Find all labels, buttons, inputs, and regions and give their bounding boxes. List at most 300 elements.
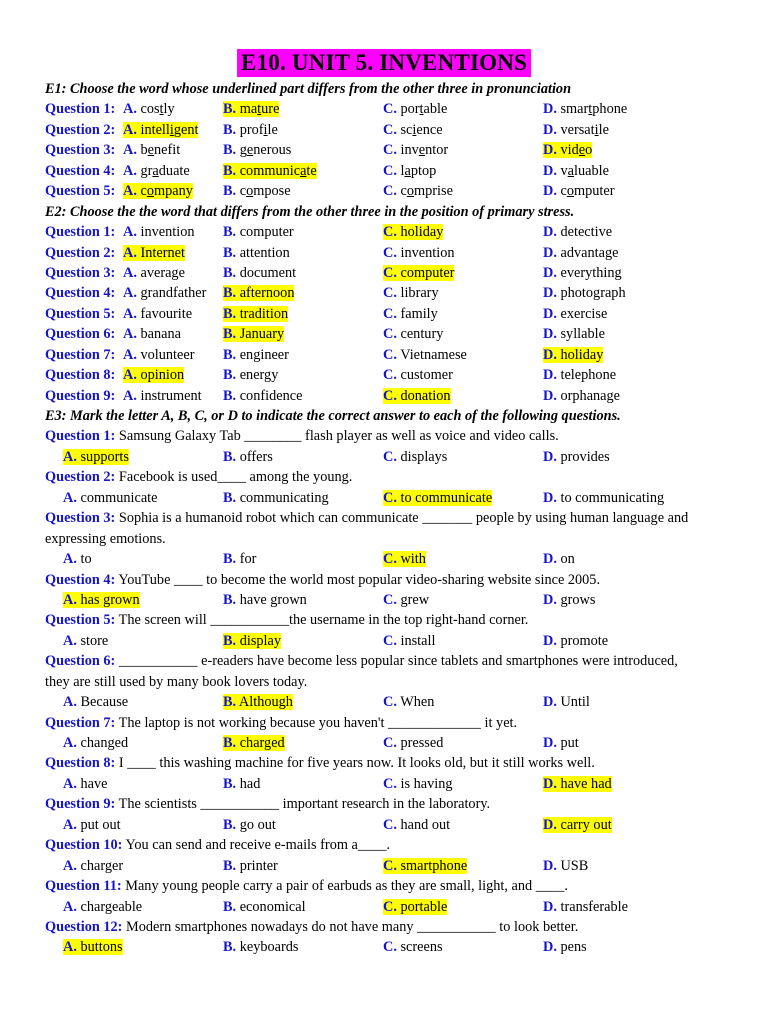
answer-option[interactable] <box>543 856 588 876</box>
answer-option[interactable] <box>63 733 128 753</box>
option-letter: B. <box>223 898 237 915</box>
option-body <box>543 592 595 608</box>
option-letter: B. <box>223 264 237 281</box>
answer-option[interactable] <box>223 856 278 876</box>
question-label: Question 8: <box>45 367 116 384</box>
option-body <box>383 817 450 833</box>
answer-option[interactable] <box>543 549 575 569</box>
option-text-post: nerous <box>253 142 292 159</box>
option-body <box>543 224 612 240</box>
answer-option[interactable] <box>223 345 289 365</box>
options-row <box>45 733 731 753</box>
option-text-pre: vid <box>560 142 579 159</box>
answer-option[interactable] <box>543 488 664 508</box>
answer-option[interactable] <box>223 590 307 610</box>
answer-option[interactable] <box>383 897 447 917</box>
option-text: syllable <box>560 326 605 343</box>
option-body <box>383 776 453 792</box>
option-body <box>123 347 194 363</box>
option-text: pens <box>560 939 587 956</box>
option-body <box>543 122 609 138</box>
answer-option[interactable] <box>543 263 622 283</box>
option-body <box>123 183 193 199</box>
exercise-instruction: E3: Mark the letter A, B, C, or D to indicate the correct answer to each of the following questions. <box>45 408 621 424</box>
question-stem-line <box>45 835 731 855</box>
answer-option[interactable] <box>223 815 276 835</box>
answer-option[interactable] <box>383 692 434 712</box>
answer-option[interactable] <box>223 222 294 242</box>
answer-option[interactable] <box>543 120 609 140</box>
option-letter: C. <box>383 591 397 608</box>
option-body <box>383 163 436 179</box>
option-text: library <box>400 285 439 302</box>
answer-option[interactable] <box>383 937 443 957</box>
answer-option[interactable] <box>63 549 92 569</box>
option-text: computer <box>239 224 294 241</box>
option-letter: D. <box>543 183 557 200</box>
option-text-post: le <box>598 121 609 138</box>
answer-option[interactable] <box>223 937 298 957</box>
answer-option[interactable] <box>223 549 256 569</box>
option-text: put out <box>80 816 121 833</box>
page-title: E10. UNIT 5. INVENTIONS <box>237 49 531 77</box>
question-row <box>45 99 731 119</box>
answer-option[interactable] <box>123 120 198 140</box>
option-letter: D. <box>543 735 557 751</box>
answer-option[interactable] <box>223 243 290 263</box>
answer-option[interactable] <box>223 733 285 753</box>
option-text-post: able <box>423 101 448 118</box>
option-body <box>223 633 281 649</box>
option-body <box>223 694 293 710</box>
option-letter: C. <box>383 121 397 138</box>
answer-option[interactable] <box>383 365 453 385</box>
option-text-post: ptop <box>410 162 437 179</box>
answer-option[interactable] <box>383 590 429 610</box>
answer-option[interactable] <box>63 856 123 876</box>
option-letter: A. <box>123 285 137 302</box>
option-letter: C. <box>383 305 397 322</box>
answer-option[interactable] <box>383 283 439 303</box>
question-label: Question 2: <box>45 469 116 486</box>
option-text-post: duate <box>158 162 190 179</box>
option-letter: A. <box>63 898 77 915</box>
option-letter: C. <box>383 346 397 363</box>
option-text: changed <box>80 735 129 751</box>
answer-option[interactable] <box>123 181 193 201</box>
option-letter: B. <box>223 244 237 261</box>
question-label: Question 10: <box>45 837 123 854</box>
option-text: volunteer <box>140 346 195 363</box>
answer-option[interactable] <box>123 365 184 385</box>
option-body <box>123 142 180 158</box>
option-letter: A. <box>63 735 77 751</box>
answer-option[interactable] <box>543 897 628 917</box>
answer-option[interactable] <box>123 243 185 263</box>
answer-option[interactable] <box>223 263 296 283</box>
answer-option[interactable] <box>543 733 579 753</box>
question-label: Question 5: <box>45 183 116 200</box>
answer-option[interactable] <box>63 488 158 508</box>
option-text-pre: b <box>140 142 148 159</box>
option-letter: D. <box>543 448 557 465</box>
question-stem-line <box>45 651 731 671</box>
option-letter: B. <box>223 346 237 363</box>
question-stem-text: they are still used by many book lovers today. <box>45 673 308 690</box>
question-row <box>45 386 731 406</box>
option-letter: A. <box>63 632 77 649</box>
answer-option[interactable] <box>383 99 447 119</box>
option-text-pre: cos <box>140 101 160 118</box>
option-body <box>223 776 260 792</box>
option-text: charger <box>80 857 124 874</box>
option-text: grandfather <box>140 285 207 302</box>
answer-option[interactable] <box>383 733 443 753</box>
option-body <box>63 694 128 710</box>
option-text: When <box>400 694 435 711</box>
option-letter: C. <box>383 898 397 915</box>
option-body <box>223 224 294 240</box>
option-letter: C. <box>383 162 397 179</box>
answer-option[interactable] <box>543 386 620 406</box>
option-text: keyboards <box>239 939 299 956</box>
option-body <box>223 265 296 281</box>
option-letter: D. <box>543 387 557 404</box>
option-body <box>123 224 195 240</box>
option-body <box>543 694 590 710</box>
question-label: Question 3: <box>45 264 116 281</box>
worksheet-content <box>45 79 731 958</box>
option-body <box>123 245 185 261</box>
option-letter: A. <box>63 591 77 608</box>
option-body <box>543 490 664 506</box>
answer-option[interactable] <box>123 324 181 344</box>
option-letter: D. <box>543 591 557 608</box>
answer-option[interactable] <box>223 365 278 385</box>
option-letter: A. <box>63 816 77 833</box>
answer-option[interactable] <box>543 365 616 385</box>
option-body <box>63 592 140 608</box>
option-letter: A. <box>63 489 77 506</box>
option-body <box>123 367 184 383</box>
option-letter: A. <box>63 551 77 568</box>
question-stem-text: expressing emotions. <box>45 530 166 547</box>
option-letter: C. <box>383 551 397 568</box>
answer-option[interactable] <box>63 815 121 835</box>
answer-option[interactable] <box>543 345 603 365</box>
option-text-post: mputer <box>574 183 615 200</box>
option-letter: A. <box>63 775 77 792</box>
question-stem-text: Modern smartphones nowadays do not have many ___________ to look better. <box>126 918 579 935</box>
option-body <box>223 551 256 567</box>
option-text: January <box>239 326 285 343</box>
question-row <box>45 324 731 344</box>
option-letter: C. <box>383 857 397 874</box>
option-body <box>543 735 579 751</box>
option-letter: D. <box>543 305 557 322</box>
answer-option[interactable] <box>543 815 612 835</box>
option-text-pre: sc <box>400 121 413 138</box>
answer-option[interactable] <box>63 774 107 794</box>
option-text: is having <box>400 775 453 792</box>
option-text: have <box>80 775 108 792</box>
answer-option[interactable] <box>223 181 291 201</box>
answer-option[interactable] <box>223 447 273 467</box>
option-body <box>223 122 278 138</box>
option-text: communicate <box>80 489 158 506</box>
option-letter: C. <box>383 448 397 465</box>
option-text: engineer <box>239 346 289 363</box>
answer-option[interactable] <box>543 99 627 119</box>
option-letter: A. <box>123 387 137 404</box>
option-underlined-part: e <box>147 142 154 159</box>
answer-option[interactable] <box>383 386 451 406</box>
answer-option[interactable] <box>543 243 618 263</box>
option-body <box>63 490 158 506</box>
answer-option[interactable] <box>383 140 448 160</box>
answer-option[interactable] <box>63 590 140 610</box>
question-stem-text: Samsung Galaxy Tab ________ flash player as well as voice and video calls. <box>118 428 559 445</box>
option-letter: B. <box>223 101 237 118</box>
answer-option[interactable] <box>383 488 492 508</box>
answer-option[interactable] <box>63 631 108 651</box>
answer-option[interactable] <box>383 222 443 242</box>
option-body <box>543 245 618 261</box>
option-underlined-part: t <box>588 101 593 118</box>
option-letter: C. <box>383 224 397 241</box>
option-text: chargeable <box>80 898 143 915</box>
option-body <box>543 939 587 955</box>
option-text-post: o <box>585 142 593 159</box>
answer-option[interactable] <box>543 181 615 201</box>
answer-option[interactable] <box>543 937 587 957</box>
answer-option[interactable] <box>123 345 194 365</box>
option-letter: A. <box>123 224 137 241</box>
option-body <box>383 367 453 383</box>
option-text: document <box>239 264 297 281</box>
option-body <box>223 735 285 751</box>
option-body <box>543 899 628 915</box>
option-text: everything <box>560 264 622 281</box>
answer-option[interactable] <box>223 283 294 303</box>
option-body <box>543 551 575 567</box>
question-row <box>45 283 731 303</box>
answer-option[interactable] <box>543 304 607 324</box>
answer-option[interactable] <box>543 774 612 794</box>
option-text-post: ntor <box>425 142 449 159</box>
answer-option[interactable] <box>223 304 288 324</box>
answer-option[interactable] <box>543 324 605 344</box>
answer-option[interactable] <box>223 99 279 119</box>
answer-option[interactable] <box>383 447 447 467</box>
option-text: tradition <box>239 305 289 322</box>
answer-option[interactable] <box>383 263 454 283</box>
answer-option[interactable] <box>543 161 609 181</box>
option-text: store <box>80 632 109 649</box>
option-body <box>223 306 288 322</box>
option-underlined-part: a <box>567 162 574 179</box>
question-label: Question 1: <box>45 101 116 118</box>
option-body <box>543 776 612 792</box>
answer-option[interactable] <box>543 692 590 712</box>
answer-option[interactable] <box>383 856 467 876</box>
answer-option[interactable] <box>123 304 192 324</box>
question-stem-line <box>45 713 731 733</box>
option-body <box>223 858 278 874</box>
question-label: Question 2: <box>45 244 116 261</box>
answer-option[interactable] <box>223 774 260 794</box>
option-body <box>383 592 429 608</box>
option-text: Although <box>238 694 293 711</box>
option-text: provides <box>560 448 610 465</box>
option-text: offers <box>239 448 273 465</box>
option-body <box>543 163 609 179</box>
option-letter: C. <box>383 367 397 384</box>
answer-option[interactable] <box>223 161 317 181</box>
option-letter: A. <box>123 244 137 261</box>
option-text: family <box>400 305 438 322</box>
answer-option[interactable] <box>383 161 436 181</box>
answer-option[interactable] <box>123 161 190 181</box>
answer-option[interactable] <box>543 447 610 467</box>
answer-option[interactable] <box>63 447 129 467</box>
option-letter: B. <box>223 121 237 138</box>
option-body <box>543 347 603 363</box>
option-letter: A. <box>123 142 137 159</box>
option-body <box>223 142 291 158</box>
answer-option[interactable] <box>223 120 278 140</box>
answer-option[interactable] <box>223 324 284 344</box>
answer-option[interactable] <box>123 283 206 303</box>
option-letter: C. <box>383 939 397 956</box>
answer-option[interactable] <box>123 99 175 119</box>
answer-option[interactable] <box>383 120 443 140</box>
option-text: on <box>560 551 575 568</box>
option-text: put <box>560 735 579 751</box>
option-text: smartphone <box>400 857 468 874</box>
option-body <box>383 735 443 751</box>
option-text: average <box>140 264 185 281</box>
option-text: holiday <box>400 224 444 241</box>
option-text: promote <box>560 632 609 649</box>
answer-option[interactable] <box>223 692 293 712</box>
answer-option[interactable] <box>223 140 291 160</box>
answer-option[interactable] <box>223 631 281 651</box>
option-text-post: nefit <box>154 142 181 159</box>
answer-option[interactable] <box>543 590 595 610</box>
question-label: Question 6: <box>45 326 116 343</box>
answer-option[interactable] <box>63 937 123 957</box>
answer-option[interactable] <box>123 140 180 160</box>
answer-option[interactable] <box>383 549 426 569</box>
option-text: buttons <box>80 939 123 956</box>
option-text: exercise <box>560 305 608 322</box>
option-text-pre: intell <box>140 121 170 138</box>
answer-option[interactable] <box>543 631 608 651</box>
answer-option[interactable] <box>383 304 438 324</box>
option-letter: D. <box>543 285 557 302</box>
options-row <box>45 590 731 610</box>
answer-option[interactable] <box>123 222 195 242</box>
question-stem-line <box>45 529 731 549</box>
option-letter: A. <box>63 939 77 956</box>
option-letter: B. <box>223 632 237 649</box>
option-letter: B. <box>223 183 237 200</box>
question-stem-line <box>45 876 731 896</box>
answer-option[interactable] <box>543 140 592 160</box>
answer-option[interactable] <box>223 897 306 917</box>
option-letter: B. <box>223 142 237 159</box>
question-label: Question 6: <box>45 653 116 670</box>
question-label: Question 1: <box>45 224 116 241</box>
question-stem-text: The scientists ___________ important research in the laboratory. <box>118 796 491 813</box>
option-underlined-part: a <box>300 162 307 179</box>
answer-option[interactable] <box>383 324 443 344</box>
option-body <box>383 265 454 281</box>
answer-option[interactable] <box>63 897 142 917</box>
option-body <box>123 388 202 404</box>
answer-option[interactable] <box>543 222 612 242</box>
option-letter: D. <box>543 857 557 874</box>
option-text: printer <box>239 857 278 874</box>
option-body <box>63 939 123 955</box>
option-text-pre: v <box>560 162 568 179</box>
option-text: pressed <box>400 735 444 751</box>
options-row <box>45 815 731 835</box>
option-text-post: luable <box>574 162 609 179</box>
option-text: energy <box>239 367 279 384</box>
question-label: Question 7: <box>45 346 116 363</box>
answer-option[interactable] <box>223 386 302 406</box>
option-letter: C. <box>383 326 397 343</box>
option-text: install <box>400 632 436 649</box>
option-text: customer <box>400 367 453 384</box>
option-body <box>383 388 451 404</box>
option-letter: C. <box>383 142 397 159</box>
option-body <box>223 899 306 915</box>
answer-option[interactable] <box>123 386 202 406</box>
option-body <box>543 449 610 465</box>
answer-option[interactable] <box>383 243 455 263</box>
question-label: Question 12: <box>45 918 123 935</box>
answer-option[interactable] <box>223 488 329 508</box>
option-text-post: phone <box>592 101 628 118</box>
option-body <box>383 347 467 363</box>
option-body <box>223 592 307 608</box>
option-body <box>383 490 492 506</box>
option-underlined-part: i <box>169 121 174 138</box>
answer-option[interactable] <box>123 263 185 283</box>
answer-option[interactable] <box>63 692 128 712</box>
option-body <box>383 551 426 567</box>
option-text-pre: l <box>400 162 405 179</box>
question-row <box>45 161 731 181</box>
option-text-pre: c <box>560 183 567 200</box>
answer-option[interactable] <box>383 631 435 651</box>
option-letter: B. <box>223 775 237 792</box>
answer-option[interactable] <box>383 181 453 201</box>
answer-option[interactable] <box>383 815 450 835</box>
option-letter: C. <box>383 264 397 281</box>
option-text-pre: communic <box>239 162 301 179</box>
answer-option[interactable] <box>383 345 467 365</box>
option-underlined-part: i <box>263 121 268 138</box>
option-letter: B. <box>223 326 237 343</box>
answer-option[interactable] <box>383 774 453 794</box>
option-body <box>63 449 129 465</box>
option-underlined-part: a <box>404 162 411 179</box>
answer-option[interactable] <box>543 283 626 303</box>
